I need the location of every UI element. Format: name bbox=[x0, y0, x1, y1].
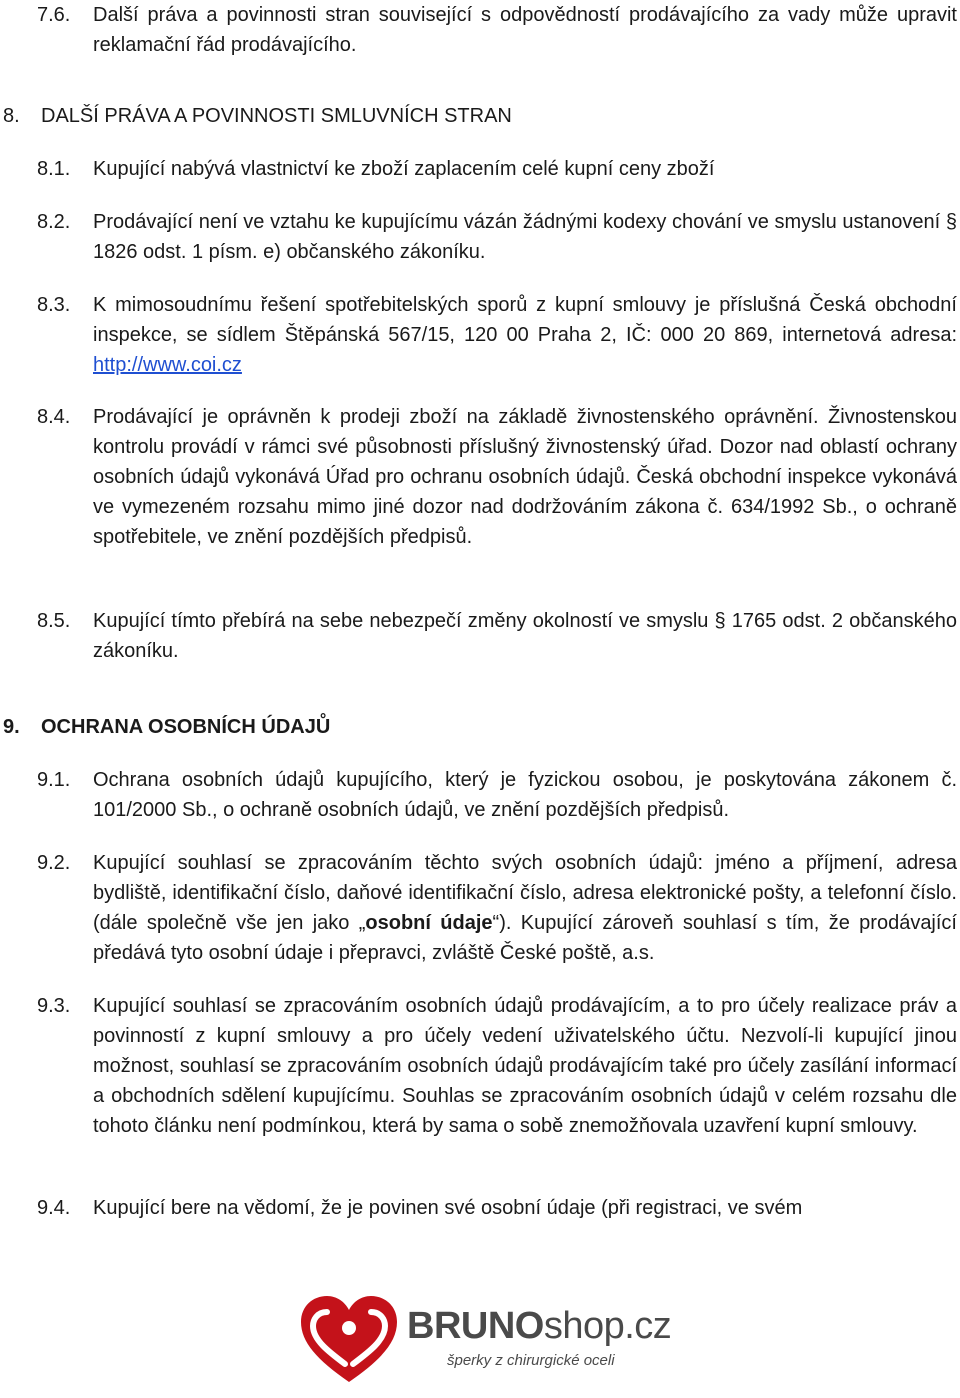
clause-text-part-b: “). Kupující zároveň souhlasí s tím, že prodávající předává tyto osobní údaje i přepravci, zvláště České poště, a.s. bbox=[93, 912, 957, 964]
clause-number: 9.3. bbox=[37, 995, 71, 1017]
clause-number: 8.2. bbox=[37, 211, 71, 233]
clause-number: 9.1. bbox=[37, 769, 71, 791]
heart-logo-icon bbox=[297, 1290, 402, 1390]
clause-9-1 bbox=[37, 765, 957, 825]
clause-7-6 bbox=[37, 0, 957, 60]
clause-8-4 bbox=[37, 402, 957, 552]
clause-text: Kupující nabývá vlastnictví ke zboží zaplacením celé kupní ceny zboží bbox=[93, 158, 715, 180]
clause-8-1 bbox=[37, 154, 957, 184]
section-number: 8. bbox=[3, 105, 20, 127]
clause-text bbox=[93, 290, 957, 380]
clause-text: Další práva a povinnosti stran související s odpovědností prodávajícího za vady může upravit reklamační řád prodávajícího. bbox=[93, 4, 957, 56]
brand-name bbox=[407, 1304, 671, 1348]
clause-9-4 bbox=[37, 1193, 957, 1223]
clause-text: Prodávající není ve vztahu ke kupujícímu vázán žádnými kodexy chování ve smyslu ustanovení § 1826 odst. 1 písm. e) občanského zákoníku. bbox=[93, 211, 957, 263]
brand-name-bold: BRUNO bbox=[407, 1305, 544, 1347]
brand-tagline: šperky z chirurgické oceli bbox=[447, 1352, 615, 1369]
brunoshop-logo bbox=[297, 1290, 672, 1390]
clause-8-2 bbox=[37, 207, 957, 267]
clause-text-part-a: Kupující souhlasí se zpracováním těchto svých osobních údajů: jméno a příjmení, adresa bydliště, identifikační číslo, daňové identifikační číslo, adresa elektronické pošty, a telefonní číslo. (dále společně vše jen jako „ bbox=[93, 852, 957, 934]
clause-9-2 bbox=[37, 848, 957, 968]
clause-number: 8.4. bbox=[37, 406, 71, 428]
section-title: DALŠÍ PRÁVA A POVINNOSTI SMLUVNÍCH STRAN bbox=[41, 105, 512, 127]
brand-domain: shop.cz bbox=[543, 1305, 672, 1347]
clause-text: Kupující tímto přebírá na sebe nebezpečí změny okolností ve smyslu § 1765 odst. 2 občanského zákoníku. bbox=[93, 610, 957, 662]
clause-text: Kupující bere na vědomí, že je povinen své osobní údaje (při registraci, ve svém bbox=[93, 1197, 803, 1219]
clause-9-3 bbox=[37, 991, 957, 1141]
section-number: 9. bbox=[3, 716, 20, 738]
defined-term: osobní údaje bbox=[365, 912, 493, 934]
clause-number: 9.4. bbox=[37, 1197, 71, 1219]
clause-number: 9.2. bbox=[37, 852, 71, 874]
section-title: OCHRANA OSOBNÍCH ÚDAJŮ bbox=[41, 716, 331, 738]
clause-number: 8.1. bbox=[37, 158, 71, 180]
clause-8-5 bbox=[37, 606, 957, 666]
clause-text-body: K mimosoudnímu řešení spotřebitelských sporů z kupní smlouvy je příslušná Česká obchodní inspekce, se sídlem Štěpánská 567/15, 120 00 Praha 2, IČ: 000 20 869, internetová adresa: bbox=[93, 294, 957, 346]
clause-8-3 bbox=[37, 290, 957, 380]
clause-text: Ochrana osobních údajů kupujícího, který je fyzickou osobou, je poskytována zákonem č. 101/2000 Sb., o ochraně osobních údajů, ve znění pozdějších předpisů. bbox=[93, 769, 957, 821]
clause-number: 8.5. bbox=[37, 610, 71, 632]
clause-text bbox=[93, 848, 957, 968]
clause-text: Prodávající je oprávněn k prodeji zboží na základě živnostenského oprávnění. Živnostenskou kontrolu provádí v rámci své působnosti příslušný živnostenský úřad. Dozor nad oblastí ochrany osobních údajů vykonává Úřad pro ochranu osobních údajů. Česká obchodní inspekce vykonává ve vymezeném rozsahu mimo jiné dozor nad dodržováním zákona č. 634/1992 Sb., o ochraně spotřebitele, ve znění pozdějších předpisů. bbox=[93, 406, 957, 548]
clause-number: 7.6. bbox=[37, 4, 71, 26]
clause-number: 8.3. bbox=[37, 294, 71, 316]
clause-text: Kupující souhlasí se zpracováním osobních údajů prodávajícím, a to pro účely realizace práv a povinností z kupní smlouvy a pro účely vedení uživatelského účtu. Nezvolí-li kupující jinou možnost, souhlasí se zpracováním osobních údajů prodávajícím také pro účely zasílání informací a obchodních sdělení kupujícímu. Souhlas se zpracováním osobních údajů v celém rozsahu dle tohoto článku není podmínkou, která by sama o sobě znemožňovala uzavření kupní smlouvy. bbox=[93, 995, 957, 1137]
coi-website-link[interactable]: http://www.coi.cz bbox=[93, 354, 242, 376]
